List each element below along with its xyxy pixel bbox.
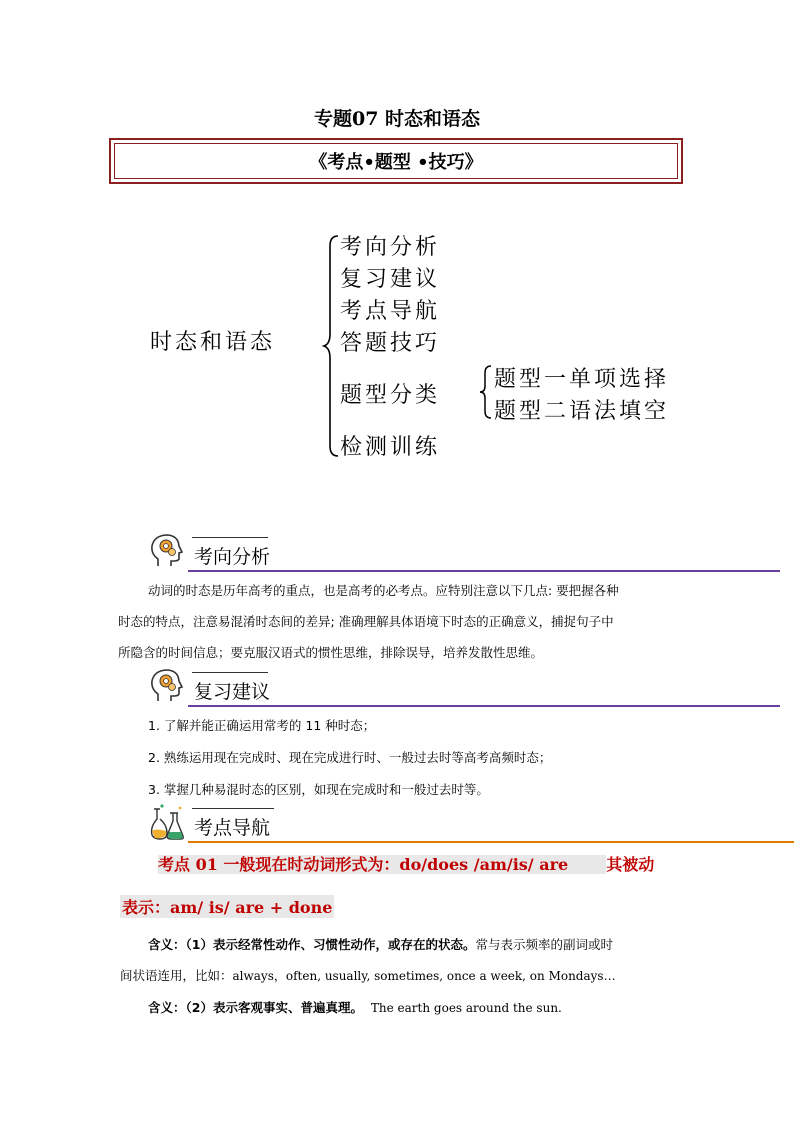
kaodian-heading-text: 考点 01 一般现在时动词形式为：do/does /am/is/ are bbox=[158, 855, 569, 874]
mindmap-item: 题型分类 bbox=[340, 383, 441, 408]
section-rule bbox=[188, 841, 794, 843]
mindmap-root: 时态和语态 bbox=[150, 330, 276, 355]
meaning-2-example: The earth goes around the sun. bbox=[370, 1001, 562, 1015]
banner-text: 《考点•题型 •技巧》 bbox=[114, 143, 678, 179]
section-rule bbox=[188, 705, 780, 707]
mindmap-main-brace bbox=[322, 234, 342, 458]
header-topline bbox=[192, 672, 268, 673]
head-gears-icon bbox=[148, 667, 186, 705]
section-title: 考向分析 bbox=[194, 546, 271, 568]
section-title: 考点导航 bbox=[194, 817, 271, 839]
mindmap-subitem: 题型二语法填空 bbox=[494, 399, 670, 424]
meaning-1-line2-text: 间状语连用，比如： bbox=[120, 968, 233, 983]
section-title: 复习建议 bbox=[194, 681, 271, 703]
meaning-1-rest: 常与表示频率的副词或时 bbox=[475, 937, 613, 952]
kaodian-heading-tail: 其被动 bbox=[606, 855, 655, 874]
subtitle-banner bbox=[109, 138, 683, 184]
kaodian-heading bbox=[158, 852, 654, 875]
mindmap-item: 检测训练 bbox=[340, 435, 441, 460]
advice-item: 2. 熟练运用现在完成时、现在完成进行时、一般过去时等高考高频时态； bbox=[148, 750, 552, 765]
mindmap-subitem: 题型一单项选择 bbox=[494, 367, 670, 392]
meaning-1-line-2 bbox=[120, 966, 616, 984]
section-header-analysis bbox=[148, 532, 780, 576]
mindmap-item: 答题技巧 bbox=[340, 331, 441, 356]
section-rule bbox=[188, 570, 780, 572]
paragraph-line: 动词的时态是历年高考的重点，也是高考的必考点。应特别注意以下几点: 要把握各种 bbox=[148, 583, 619, 598]
mindmap-item: 考点导航 bbox=[340, 299, 441, 324]
meaning-1-examples: always，often, usually, sometimes, once a week, on Mondays… bbox=[232, 969, 616, 983]
mindmap-item: 复习建议 bbox=[340, 267, 441, 292]
section-header-advice bbox=[148, 667, 780, 711]
page-title: 专题07 时态和语态 bbox=[313, 108, 481, 130]
advice-item: 1. 了解并能正确运用常考的 11 种时态； bbox=[148, 718, 376, 733]
mindmap-item: 考向分析 bbox=[340, 235, 441, 260]
meaning-2 bbox=[148, 998, 562, 1016]
advice-item: 3. 掌握几种易混时态的区别，如现在完成时和一般过去时等。 bbox=[148, 782, 489, 797]
meaning-1-label: 含义：（1）表示经常性动作、习惯性动作，或存在的状态。 bbox=[148, 937, 476, 952]
header-topline bbox=[192, 537, 268, 538]
meaning-2-label: 含义：（2）表示客观事实、普遍真理。 bbox=[148, 1000, 363, 1015]
analysis-paragraph bbox=[118, 575, 619, 668]
paragraph-line: 时态的特点，注意易混淆时态间的差异; 准确理解具体语境下时态的正确意义，捕捉句子中 bbox=[118, 614, 614, 629]
paragraph-line: 所隐含的时间信息；要克服汉语式的惯性思维，排除误导，培养发散性思维。 bbox=[118, 645, 544, 660]
meaning-1-line-1 bbox=[148, 935, 613, 953]
section-header-navigation bbox=[148, 803, 794, 847]
passive-representation: 表示：am/ is/ are + done bbox=[120, 895, 334, 918]
head-gears-icon bbox=[148, 532, 186, 570]
header-topline bbox=[192, 808, 274, 809]
lab-flasks-icon bbox=[148, 803, 186, 841]
mindmap-sub-brace bbox=[478, 364, 494, 420]
